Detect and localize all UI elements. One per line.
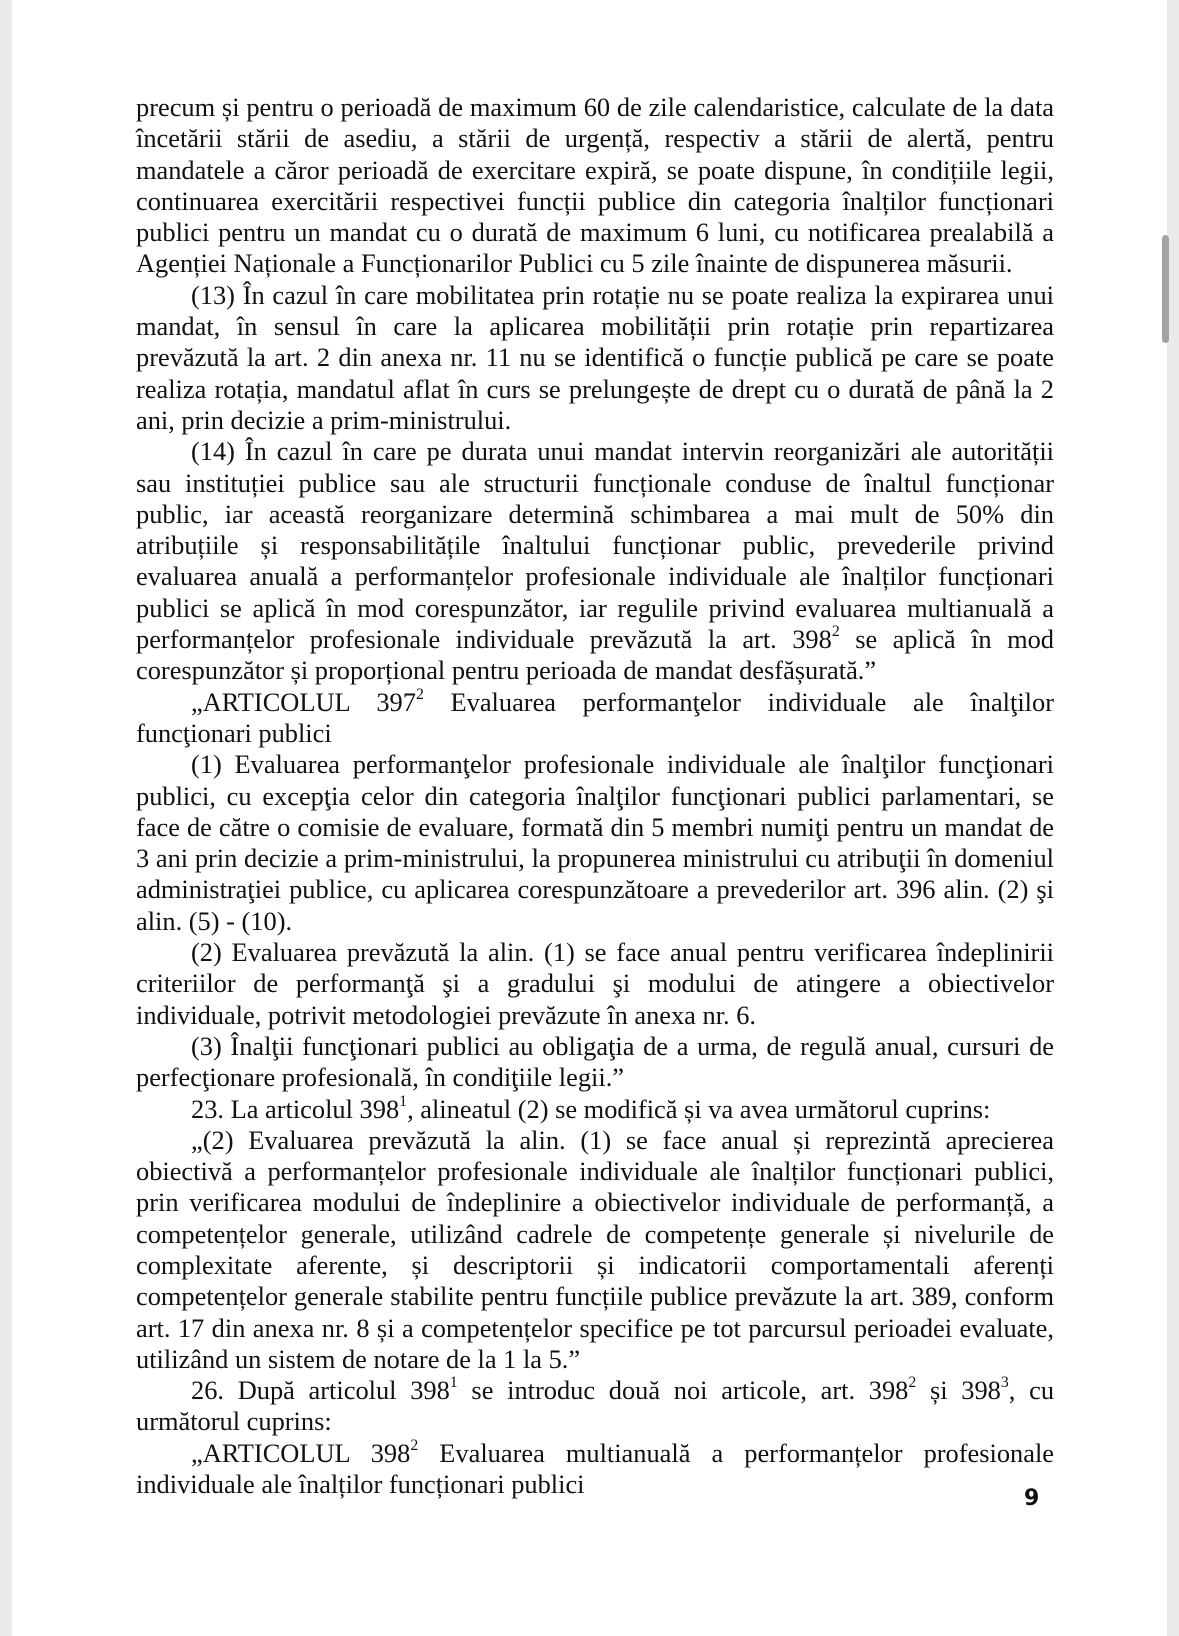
document-page xyxy=(12,0,1167,1636)
text-run: se aplică în mod corespunzător și proporțional pentru perioada de mandat desfășurată.” xyxy=(136,624,1054,686)
superscript: 2 xyxy=(410,1436,419,1454)
paragraph xyxy=(136,1438,1054,1501)
text-run: (3) Înalţii funcţionari publici au obligaţia de a urma, de regulă anual, cursuri de perfecţionare profesională, în condiţiile legii.” xyxy=(136,1030,1054,1093)
text-run: „(2) Evaluarea prevăzută la alin. (1) se face anual și reprezintă aprecierea obiectivă a performanțelor profesionale individuale ale înalților funcționari publici, prin verificarea modului de îndeplinire a obiectivelor individuale de performanță, a competențelor generale, utilizând cadrele de competențe generale și nivelurile de complexitate aferente, și descriptorii și indicatorii comportamentali aferenți competențelor generale stabilite pentru funcțiile publice prevăzute la art. 389, conform art. 17 din anexa nr. 8 și a competențelor specifice pe tot parcursul perioadei evaluate, utilizând un sistem de notare de la 1 la 5.” xyxy=(136,1124,1054,1374)
superscript: 1 xyxy=(399,1092,408,1110)
text-run: (2) Evaluarea prevăzută la alin. (1) se face anual pentru verificarea îndeplinirii criteriilor de performanţă şi a gradului şi modului de atingere a obiectivelor individuale, potrivit metodologiei prevăzute în anexa nr. 6. xyxy=(136,937,1054,1030)
paragraph xyxy=(136,280,1054,436)
text-run: Evaluarea multianuală a performanțelor profesionale individuale ale înalților funcționari publici xyxy=(136,1437,1054,1500)
paragraph xyxy=(136,92,1054,280)
text-run: (13) În cazul în care mobilitatea prin rotație nu se poate realiza la expirarea unui mandat, în sensul în care la aplicarea mobilității prin rotație prin repartizarea prevăzută la art. 2 din anexa nr. 11 nu se identifică o funcție publică pe care se poate realiza rotația, mandatul aflat în curs se prelungește de drept cu o durată de până la 2 ani, prin decizie a prim-ministrului. xyxy=(136,279,1054,435)
text-run: „ARTICOLUL 397 xyxy=(191,686,416,717)
page-number: 9 xyxy=(1024,1486,1040,1511)
text-run: „ARTICOLUL 398 xyxy=(191,1437,411,1468)
text-run: precum și pentru o perioadă de maximum 60 de zile calendaristice, calculate de la data încetării stării de asediu, a stării de urgență, respectiv a stării de alertă, pentru mandatele a căror perioadă de exercitare expiră, se poate dispune, în condițiile legii, continuarea exercitării respectivei funcții publice din categoria înalților funcționari publici pentru un mandat cu o durată de maximum 6 luni, cu notificarea prealabilă a Agenției Naționale a Funcționarilor Publici cu 5 zile înainte de dispunerea măsurii. xyxy=(136,92,1054,279)
text-run: se introduc două noi articole, art. 398 xyxy=(457,1375,909,1406)
paragraph xyxy=(136,687,1054,750)
paragraph xyxy=(136,436,1054,686)
superscript: 1 xyxy=(449,1374,458,1392)
text-run: (1) Evaluarea performanţelor profesionale individuale ale înalţilor funcţionari publici, cu excepţia celor din categoria înalţilor funcţionari publici parlamentari, se face de către o comisie de evaluare, formată din 5 membri numiţi pentru un mandat de 3 ani prin decizie a prim-ministrului, la propunerea ministrului cu atribuţii în domeniul administraţiei publice, cu aplicarea corespunzătoare a prevederilor art. 396 alin. (2) şi alin. (5) - (10). xyxy=(136,749,1054,936)
vertical-scrollbar[interactable] xyxy=(1162,235,1169,343)
paragraph xyxy=(136,749,1054,937)
paragraph xyxy=(136,1094,1054,1125)
paragraph xyxy=(136,1031,1054,1094)
superscript: 3 xyxy=(1000,1374,1009,1392)
text-run: , alineatul (2) se modifică și va avea următorul cuprins: xyxy=(407,1093,991,1124)
paragraph xyxy=(136,937,1054,1031)
superscript: 2 xyxy=(831,623,840,641)
document-body xyxy=(136,92,1054,1500)
text-run: , cu următorul cuprins: xyxy=(136,1375,1055,1437)
text-run: (14) În cazul în care pe durata unui mandat intervin reorganizări ale autorității sau instituției publice sau ale structurii funcționale conduse de înaltul funcționar public, iar această reorganizare determină schimbarea a mai mult de 50% din atribuțiile și responsabilitățile înaltului funcționar public, prevederile privind evaluarea anuală a performanțelor profesionale individuale ale înalților funcționari publici se aplică în mod corespunzător, iar regulile privind evaluarea multianuală a performanțelor profesionale individuale prevăzută la art. 398 xyxy=(136,436,1054,655)
paragraph xyxy=(136,1375,1054,1438)
superscript: 2 xyxy=(908,1374,917,1392)
text-run: 23. La articolul 398 xyxy=(191,1093,400,1124)
text-run: 26. După articolul 398 xyxy=(191,1375,450,1406)
superscript: 2 xyxy=(415,685,424,703)
text-run: Evaluarea performanţelor individuale ale înalţilor funcţionari publici xyxy=(136,686,1054,748)
text-run: și 398 xyxy=(916,1375,1001,1406)
paragraph xyxy=(136,1125,1054,1375)
